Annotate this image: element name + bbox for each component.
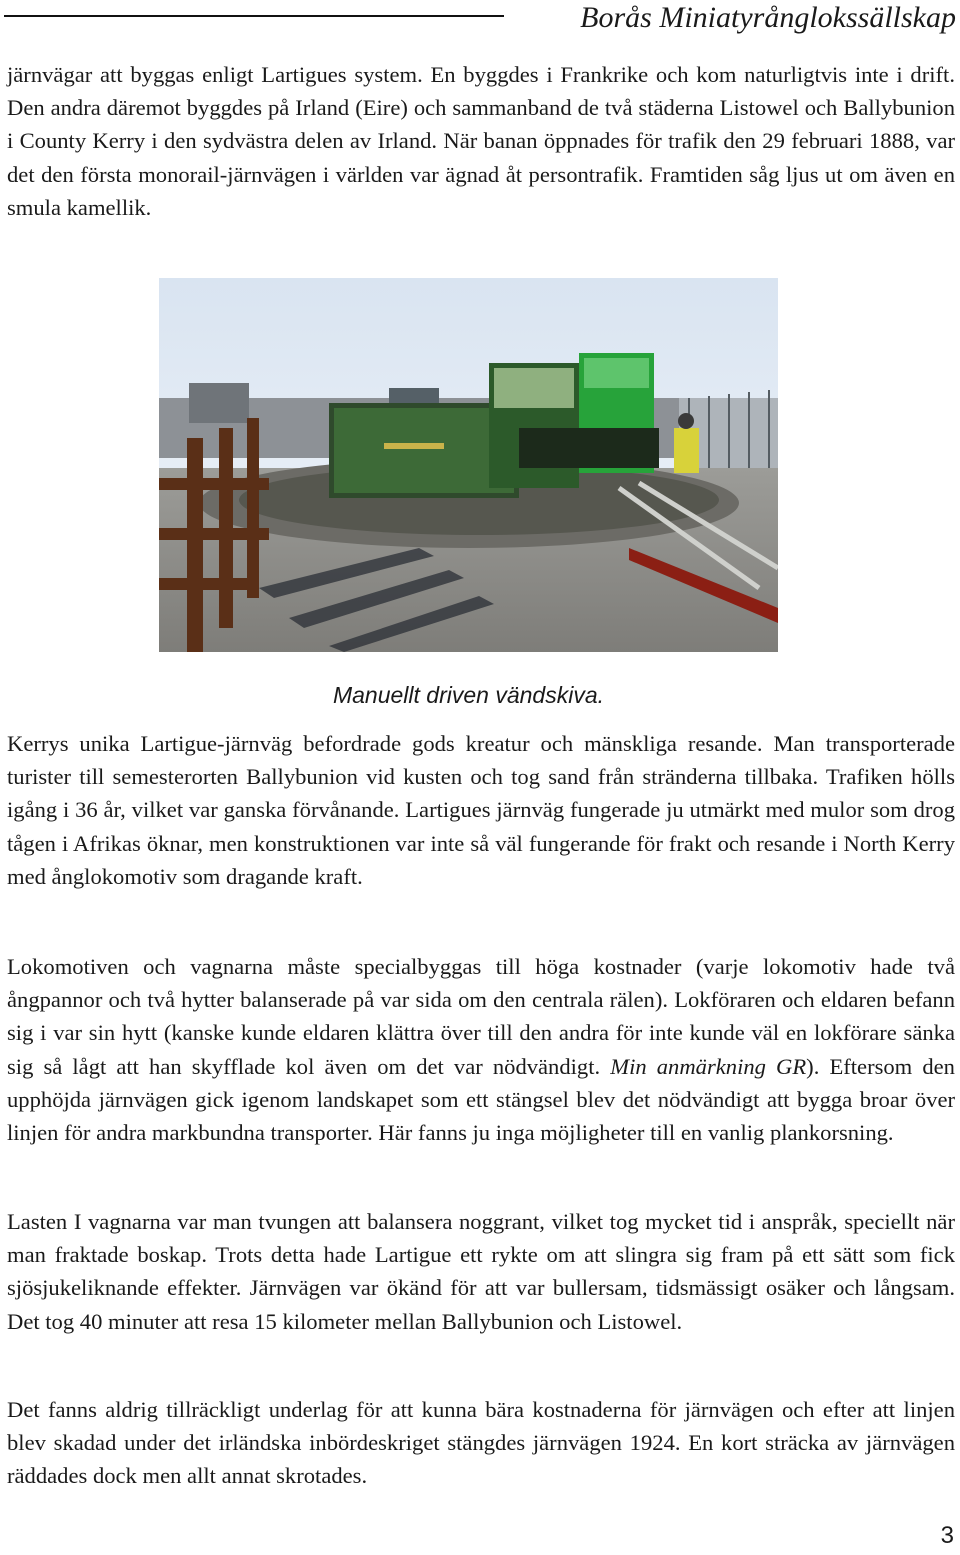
paragraph-5: Det fanns aldrig tillräckligt underlag för att kunna bära kostnaderna för järnvägen och efter att linjen blev skadad under det irländska inbördeskriget stängdes järnvägen 1924. En kort sträcka av järnvägen räddades dock men allt annat skrotades. (7, 1397, 955, 1489)
turntable-locomotive-photo (159, 278, 778, 652)
paragraph-3 (7, 950, 955, 1149)
paragraph-3-text-before: Lokomotiven och vagnarna måste specialbyggas till höga kostnader (varje lokomotiv hade två ångpannor och två hytter balanserade på var sida om den centrala rälen). Lokföraren och eldaren befann sig i var sin hytt (kanske kunde eldaren klättra över till den andra för inte kunde väl en lokförare sänka sig så lågt att han skyfflade kol även om det var nödvändigt. (7, 954, 955, 1079)
page-number: 3 (940, 1522, 954, 1549)
header-rule (4, 15, 504, 17)
paragraph-4: Lasten I vagnarna var man tvungen att balansera noggrant, vilket tog mycket tid i anspråk, speciellt när man fraktade boskap. Trots detta hade Lartigue ett rykte om att slingra sig fram på ett sätt som fick sjösjukeliknande effekter. Järnvägen var ökänd för att var bullersam, tidsmässigt osäker och långsam. Det tog 40 minuter att resa 15 kilometer mellan Ballybunion och Listowel. (7, 1209, 955, 1334)
paragraph-2: Kerrys unika Lartigue-järnväg befordrade gods kreatur och mänskliga resande. Man transporterade turister till semesterorten Ballybunion vid kusten och tog sand från stränderna tillbaka. Trafiken hölls igång i 36 år, vilket var ganska förvånande. Lartigues järnväg fungerade ju utmärkt med mulor som drog tågen i Afrikas öknar, men konstruktionen var inte så väl fungerande för frakt och resande i North Kerry med ånglokomotiv som dragande kraft. (7, 731, 955, 889)
photo-caption: Manuellt driven vändskiva. (332, 682, 605, 708)
header-title: Borås Miniatyrånglokssällskap (580, 1, 956, 34)
paragraph-1: järnvägar att byggas enligt Lartigues system. En byggdes i Frankrike och kom naturligtvis inte i drift. Den andra däremot byggdes på Irland (Eire) och sammanband de två städerna Listowel och Ballybunion i County Kerry i den sydvästra delen av Irland. När banan öppnades för trafik den 29 februari 1888, var det den första monorail-järnvägen i världen var ägnad åt persontrafik. Framtiden såg ljus ut om även en smula kamellik. (7, 62, 955, 220)
page-header (0, 0, 960, 44)
paragraph-3-text-after: ). Eftersom den upphöjda järnvägen gick igenom landskapet som ett stängsel blev det nödvändigt att bygga broar över linjen för andra markbundna transporter. Här fanns ju inga möjligheter till en vanlig plankorsning. (7, 1053, 955, 1146)
editor-note: Min anmärkning GR (610, 1053, 807, 1079)
